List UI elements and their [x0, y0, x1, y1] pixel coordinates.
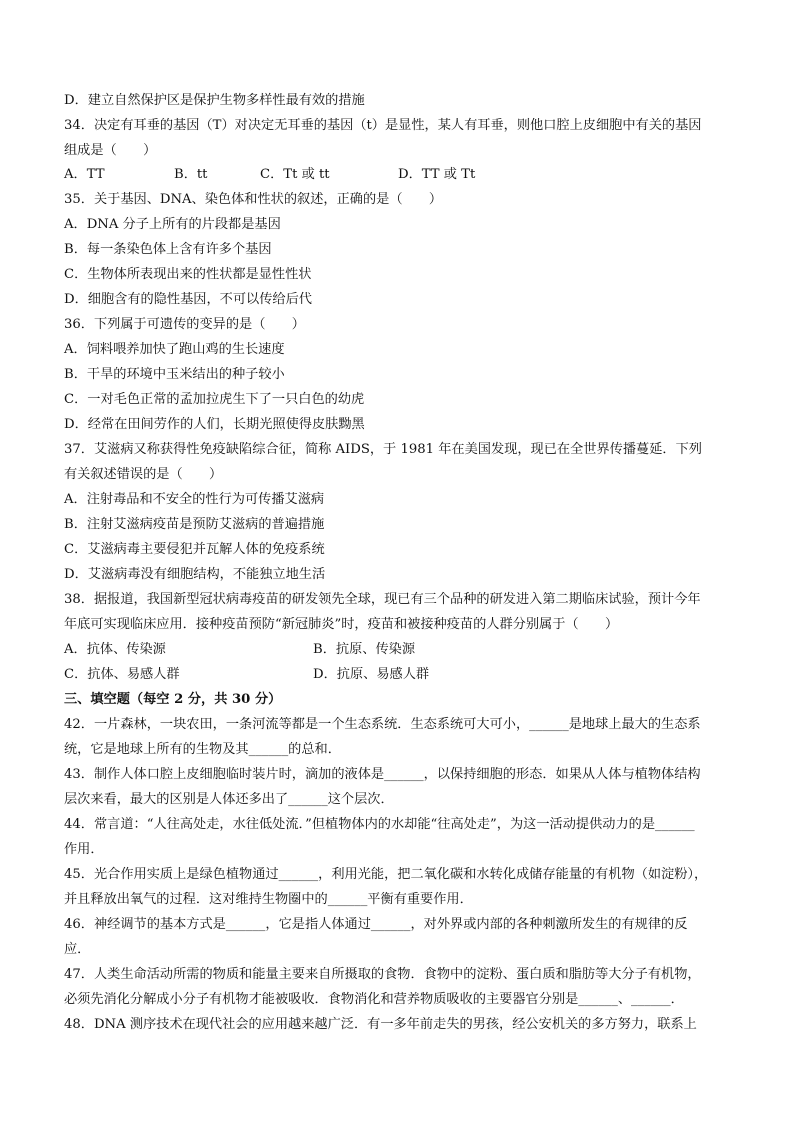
q37-stem-line-1: 37．艾滋病又称获得性免疫缺陷综合征，简称 AIDS，于 1981 年在美国发现，现已在全世界传播蔓延．下列 — [64, 442, 702, 457]
q36-stem: 36．下列属于可遗传的变异的是（ ） — [64, 317, 305, 332]
q45-line-2: 并且释放出氧气的过程．这对维持生物圈中的______平衡有重要作用． — [64, 892, 473, 907]
q35-option-b: B．每一条染色体上含有许多个基因 — [64, 242, 272, 257]
q43-line-1: 43．制作人体口腔上皮细胞临时装片时，滴加的液体是______，以保持细胞的形态．如果从人体与植物体结构 — [64, 767, 701, 782]
q44-line-2: 作用． — [64, 842, 104, 857]
q37-option-b: B．注射艾滋病疫苗是预防艾滋病的普遍措施 — [64, 517, 325, 532]
q36-option-a: A．饲料喂养加快了跑山鸡的生长速度 — [64, 342, 285, 357]
q34-stem-line-2: 组成是（ ） — [64, 143, 157, 158]
q44-line-1: 44．常言道：“人往高处走，水往低处流．”但植物体内的水却能“往高处走”，为这一活动提供动力的是______ — [64, 817, 695, 832]
q38-option-b: B．抗原、传染源 — [313, 642, 416, 657]
q42-line-2: 统，它是地球上所有的生物及其______的总和． — [64, 742, 341, 757]
q38-option-d: D．抗原、易感人群 — [313, 667, 430, 682]
q36-option-b: B．干旱的环境中玉米结出的种子较小 — [64, 367, 285, 382]
q37-stem-line-2: 有关叙述错误的是（ ） — [64, 467, 223, 482]
q37-option-c: C．艾滋病毒主要侵犯并瓦解人体的免疫系统 — [64, 542, 325, 557]
q34-option-b: B．tt — [174, 167, 208, 182]
q38-option-a: A．抗体、传染源 — [64, 642, 166, 657]
q38-options-row-2 — [64, 662, 740, 687]
section-3-heading: 三、填空题（每空 2 分，共 30 分） — [64, 692, 282, 707]
q35-option-a: A．DNA 分子上所有的片段都是基因 — [64, 217, 281, 232]
q35-option-d: D．细胞含有的隐性基因，不可以传给后代 — [64, 292, 312, 307]
q33-option-d: D．建立自然保护区是保护生物多样性最有效的措施 — [64, 93, 365, 108]
q47-line-1: 47．人类生命活动所需的物质和能量主要来自所摄取的食物．食物中的淀粉、蛋白质和脂肪等大分子有机物， — [64, 967, 701, 982]
q45-line-1: 45．光合作用实质上是绿色植物通过______，利用光能，把二氧化碳和水转化成储存能量的有机物（如淀粉）， — [64, 867, 708, 882]
q38-stem-line-2: 年底可实现临床应用．接种疫苗预防“新冠肺炎”时，疫苗和被接种疫苗的人群分别属于（ ） — [64, 617, 619, 632]
q34-option-c: C．Tt 或 tt — [260, 167, 330, 182]
q42-line-1: 42．一片森林，一块农田，一条河流等都是一个生态系统．生态系统可大可小，______是地球上最大的生态系 — [64, 717, 701, 732]
q34-stem-line-1: 34．决定有耳垂的基因（T）对决定无耳垂的基因（t）是显性，某人有耳垂，则他口腔上皮细胞中有关的基因 — [64, 118, 702, 133]
q37-option-a: A．注射毒品和不安全的性行为可传播艾滋病 — [64, 492, 325, 507]
q38-option-c: C．抗体、易感人群 — [64, 667, 180, 682]
q34-option-a: A．TT — [64, 167, 105, 182]
q37-option-d: D．艾滋病毒没有细胞结构，不能独立地生活 — [64, 567, 326, 582]
q38-stem-line-1: 38．据报道，我国新型冠状病毒疫苗的研发领先全球，现已有三个品种的研发进入第二期临床试验，预计今年 — [64, 592, 701, 607]
q46-line-2: 应． — [64, 942, 91, 957]
q38-options-row-1 — [64, 637, 740, 662]
q34-option-d: D．TT 或 Tt — [398, 167, 476, 182]
q47-line-2: 必须先消化分解成小分子有机物才能被吸收．食物消化和营养物质吸收的主要器官分别是______、______． — [64, 992, 684, 1007]
q35-stem: 35．关于基因、DNA、染色体和性状的叙述，正确的是（ ） — [64, 192, 443, 207]
q43-line-2: 层次来看，最大的区别是人体还多出了______这个层次． — [64, 792, 394, 807]
q36-option-d: D．经常在田间劳作的人们，长期光照使得皮肤黝黑 — [64, 417, 365, 432]
q34-options-row — [64, 162, 740, 187]
q36-option-c: C．一对毛色正常的孟加拉虎生下了一只白色的幼虎 — [64, 392, 365, 407]
q35-option-c: C．生物体所表现出来的性状都是显性性状 — [64, 267, 312, 282]
q46-line-1: 46．神经调节的基本方式是______，它是指人体通过______，对外界或内部的各种刺激所发生的有规律的反 — [64, 917, 688, 932]
q48-line-1: 48．DNA 测序技术在现代社会的应用越来越广泛．有一多年前走失的男孩，经公安机关的多方努力，联系上 — [64, 1017, 697, 1032]
